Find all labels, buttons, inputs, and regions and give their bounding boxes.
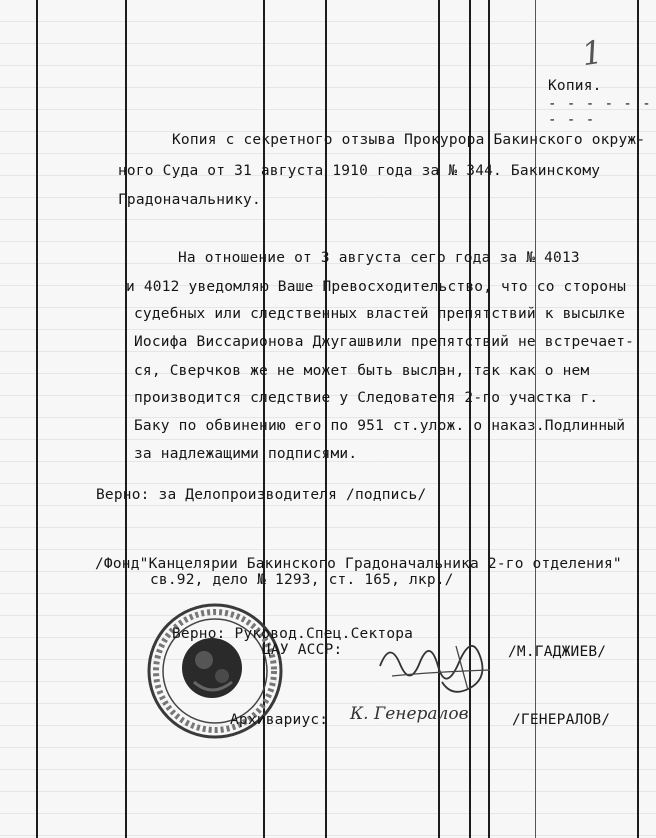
paragraph2-line6: производится следствие у Следователя 2-го участка г. bbox=[134, 390, 599, 406]
copy-underline: - - - - - - - - - bbox=[548, 96, 652, 128]
verified-signature-line1: Верно: Руковод.Спец.Сектора bbox=[172, 626, 414, 642]
signature-scribble-icon bbox=[372, 626, 502, 706]
archivist-handwritten-signature: К. Генералов bbox=[350, 704, 469, 724]
page-number: 1 bbox=[579, 32, 605, 74]
verification-line: Верно: за Делопроизводителя /подпись/ bbox=[96, 487, 427, 503]
paragraph1-line2: ного Суда от 31 августа 1910 года за № 344. Бакинскому bbox=[118, 163, 601, 179]
signer2-name: /ГЕНЕРАЛОВ/ bbox=[512, 712, 611, 728]
archivist-label: Архивариус: bbox=[230, 712, 329, 728]
ruled-line bbox=[36, 0, 38, 838]
paragraph1-line3: Градоначальнику. bbox=[118, 192, 261, 208]
paragraph2-line4: Иосифа Виссарионова Джугашвили препятствий не встречает- bbox=[134, 334, 635, 350]
paragraph2-line5: ся, Сверчков же не может быть выслан, так как о нем bbox=[134, 363, 590, 379]
verified-signature-line2: ЦАУ АССР: bbox=[262, 642, 343, 658]
copy-label: Копия. bbox=[548, 78, 602, 94]
fund-reference-line2: св.92, дело № 1293, ст. 165, лкр./ bbox=[150, 572, 454, 588]
ruled-line bbox=[125, 0, 127, 838]
paragraph2-line7: Баку по обвинению его по 951 ст.улож. о наказ.Подлинный bbox=[134, 418, 626, 434]
paragraph2-line1: На отношение от 3 августа сего года за № 4013 bbox=[178, 250, 580, 266]
handwritten-signature bbox=[372, 626, 502, 706]
paragraph1-line1: Копия с секретного отзыва Прокурора Бакинского окруж- bbox=[172, 132, 646, 148]
paragraph2-line8: за надлежащими подписями. bbox=[134, 446, 358, 462]
signer1-name: /М.ГАДЖИЕВ/ bbox=[508, 644, 607, 660]
paragraph2-line2: и 4012 уведомляю Ваше Превосходительство, что со стороны bbox=[126, 279, 627, 295]
paragraph2-line3: судебных или следственных властей препятствий к высылке bbox=[134, 306, 626, 322]
fund-reference-line1: /Фонд"Канцелярии Бакинского Градоначальника 2-го отделения" bbox=[95, 556, 622, 572]
